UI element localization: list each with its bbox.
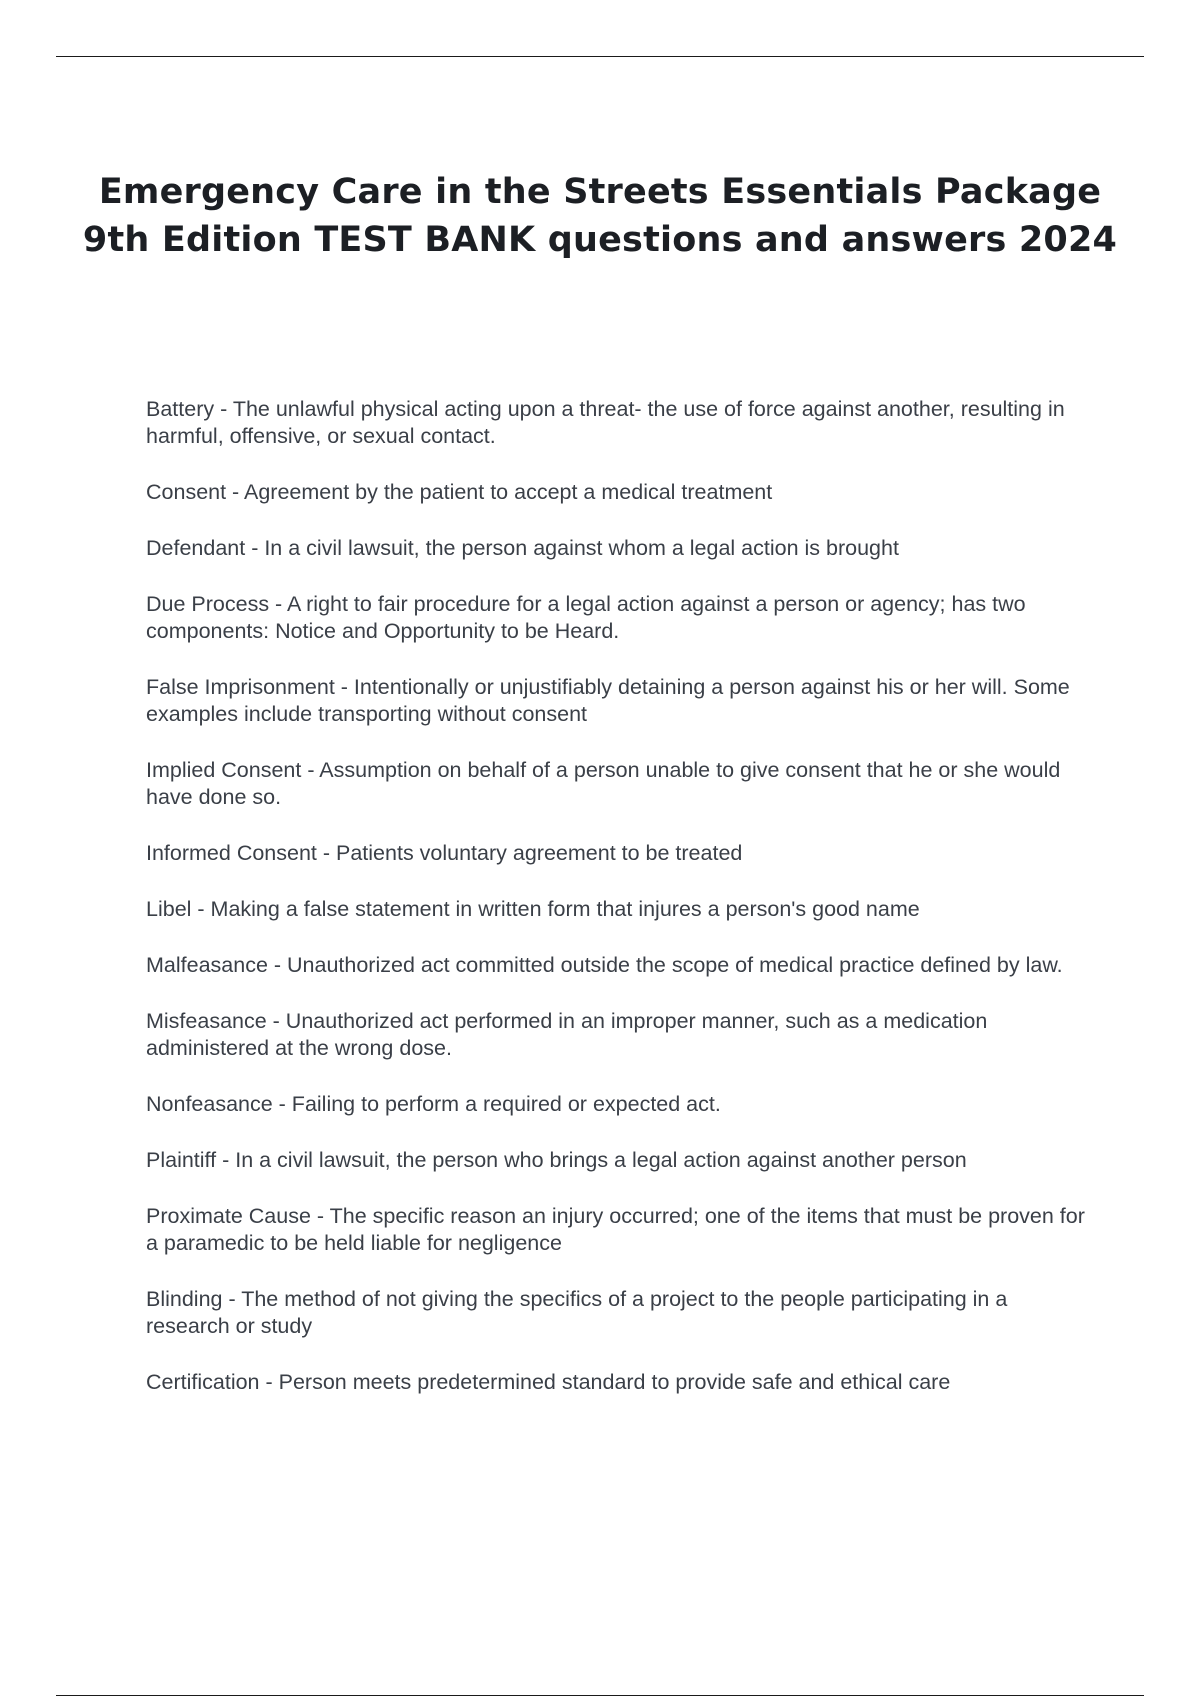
qa-item-due-process: Due Process - A right to fair procedure for a legal action against a person or agency; has two components: Notice and Opportunity to be Heard. bbox=[146, 592, 1026, 643]
qa-list bbox=[146, 396, 1096, 1425]
qa-item-misfeasance: Misfeasance - Unauthorized act performed in an improper manner, such as a medication administered at the wrong dose. bbox=[146, 1009, 988, 1060]
bottom-divider bbox=[56, 1695, 1144, 1696]
qa-item-defendant: Defendant - In a civil lawsuit, the person against whom a legal action is brought bbox=[146, 536, 899, 560]
qa-item-implied-consent: Implied Consent - Assumption on behalf of a person unable to give consent that he or she would have done so. bbox=[146, 758, 1061, 809]
qa-item-libel: Libel - Making a false statement in written form that injures a person's good name bbox=[146, 897, 920, 921]
title-line-2: 9th Edition TEST BANK questions and answers 2024 bbox=[82, 220, 1118, 261]
qa-item-consent: Consent - Agreement by the patient to accept a medical treatment bbox=[146, 480, 773, 504]
qa-item-informed-consent: Informed Consent - Patients voluntary agreement to be treated bbox=[146, 841, 743, 865]
qa-item-false-imprisonment: False Imprisonment - Intentionally or unjustifiably detaining a person against his or her will. Some examples include transporting without consent bbox=[146, 675, 1070, 726]
qa-item-malfeasance: Malfeasance - Unauthorized act committed outside the scope of medical practice defined by law. bbox=[146, 953, 1063, 977]
qa-item-certification: Certification - Person meets predetermined standard to provide safe and ethical care bbox=[146, 1370, 951, 1394]
top-divider bbox=[56, 56, 1144, 57]
qa-item-nonfeasance: Nonfeasance - Failing to perform a required or expected act. bbox=[146, 1092, 721, 1116]
page-title bbox=[0, 168, 1200, 264]
qa-item-plaintiff: Plaintiff - In a civil lawsuit, the person who brings a legal action against another person bbox=[146, 1148, 967, 1172]
title-line-1: Emergency Care in the Streets Essentials Package bbox=[98, 172, 1102, 213]
qa-item-blinding: Blinding - The method of not giving the specifics of a project to the people participating in a research or study bbox=[146, 1287, 1008, 1338]
qa-item-proximate-cause: Proximate Cause - The specific reason an injury occurred; one of the items that must be proven for a paramedic to be held liable for negligence bbox=[146, 1204, 1085, 1255]
qa-item-battery: Battery - The unlawful physical acting upon a threat- the use of force against another, resulting in harmful, offensive, or sexual contact. bbox=[146, 397, 1065, 448]
